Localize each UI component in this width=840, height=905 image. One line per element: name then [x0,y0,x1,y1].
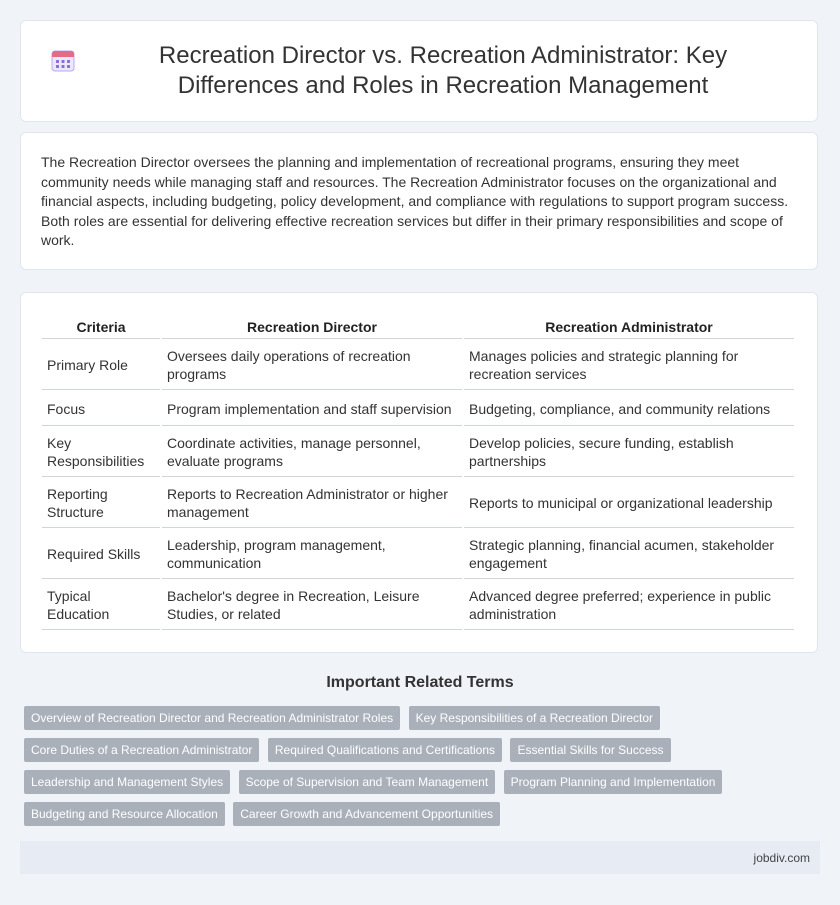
related-tag[interactable]: Career Growth and Advancement Opportunities [233,802,500,826]
table-row [42,392,794,426]
header-criteria: Criteria [42,311,160,339]
row-administrator: Reports to municipal or organizational leadership [464,479,794,528]
row-administrator: Develop policies, secure funding, establish partnerships [464,428,794,477]
comparison-card [20,292,818,653]
row-director: Bachelor's degree in Recreation, Leisure Studies, or related [162,581,462,630]
related-tag[interactable]: Scope of Supervision and Team Management [239,770,496,794]
row-director: Leadership, program management, communication [162,530,462,579]
footer [20,841,820,874]
row-administrator: Manages policies and strategic planning for recreation services [464,341,794,390]
header-administrator: Recreation Administrator [464,311,794,339]
table-row [42,428,794,477]
row-criteria: Primary Role [42,341,160,390]
related-terms-title: Important Related Terms [326,674,514,691]
related-terms-tags [24,706,824,834]
row-director: Program implementation and staff supervision [162,392,462,426]
related-tag[interactable]: Budgeting and Resource Allocation [24,802,225,826]
header-director: Recreation Director [162,311,462,339]
footer-site[interactable]: jobdiv.com [753,850,810,865]
row-director: Coordinate activities, manage personnel, evaluate programs [162,428,462,477]
row-criteria: Reporting Structure [42,479,160,528]
row-criteria: Focus [42,392,160,426]
intro-card [20,132,818,270]
related-tag[interactable]: Key Responsibilities of a Recreation Director [409,706,660,730]
related-tag[interactable]: Leadership and Management Styles [24,770,230,794]
related-tag[interactable]: Required Qualifications and Certifications [268,738,502,762]
page-title: Recreation Director vs. Recreation Administrator: Key Differences and Roles in Recreation Management [158,42,728,99]
row-administrator: Advanced degree preferred; experience in public administration [464,581,794,630]
comparison-table [40,309,796,632]
row-administrator: Budgeting, compliance, and community relations [464,392,794,426]
table-row [42,341,794,390]
header-inner [50,41,788,101]
intro-text: The Recreation Director oversees the planning and implementation of recreational programs, ensuring they meet community needs while managing staff and resources. The Recreation Administrator focuses on the organizational and financial aspects, including budgeting, policy development, and compliance with regulations to support program success. Both roles are essential for delivering effective recreation services but differ in their primary responsibilities and scope of work. [41,154,789,249]
row-administrator: Strategic planning, financial acumen, stakeholder engagement [464,530,794,579]
table-row [42,479,794,528]
row-criteria: Typical Education [42,581,160,630]
related-tag[interactable]: Program Planning and Implementation [504,770,723,794]
row-criteria: Required Skills [42,530,160,579]
header-card [20,20,818,122]
row-criteria: Key Responsibilities [42,428,160,477]
row-director: Oversees daily operations of recreation programs [162,341,462,390]
table-row [42,581,794,630]
table-row [42,530,794,579]
calendar-icon [50,47,76,73]
related-tag[interactable]: Overview of Recreation Director and Recreation Administrator Roles [24,706,400,730]
row-director: Reports to Recreation Administrator or higher management [162,479,462,528]
related-tag[interactable]: Essential Skills for Success [510,738,670,762]
table-header-row [42,311,794,339]
related-tag[interactable]: Core Duties of a Recreation Administrator [24,738,259,762]
